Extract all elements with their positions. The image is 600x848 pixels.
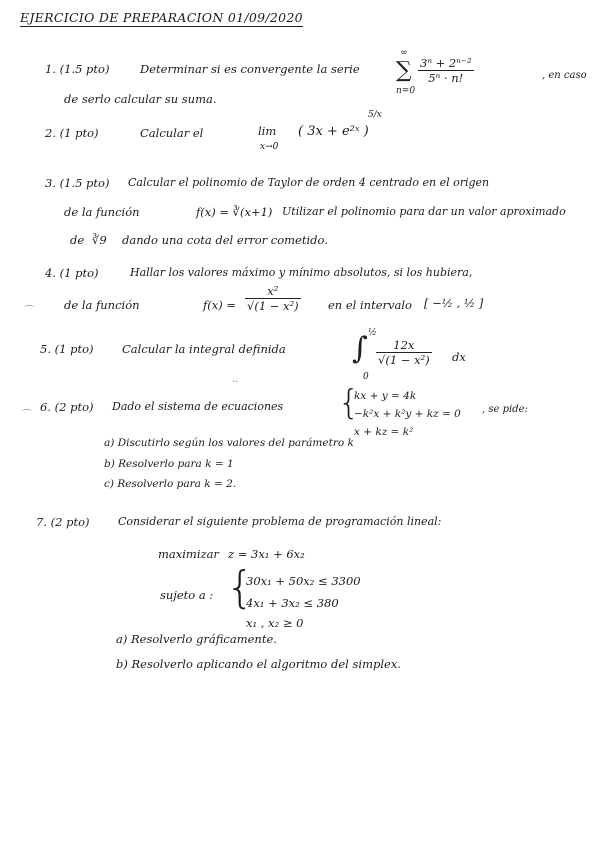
taylor-function: f(x) = ∛(x+1) (196, 205, 273, 219)
limit-symbol: lim (258, 124, 277, 138)
exercise-7-label: 7. (2 pto) (36, 515, 90, 529)
exercise-6-tail: , se pide: (482, 404, 528, 415)
constraint-1: 30x₁ + 50x₂ ≤ 3300 (246, 574, 361, 588)
exercise-5-text: Calcular la integral definida (122, 342, 286, 356)
exercise-7-part-a: a) Resolverlo gráficamente. (116, 632, 277, 646)
exercise-3-line3a: de (70, 233, 85, 247)
extrema-denominator: √(1 − x²) (247, 299, 299, 313)
integral-upper-limit: ½ (368, 328, 377, 338)
limit-subscript: x→0 (260, 142, 279, 152)
exercise-6-text: Dado el sistema de ecuaciones (112, 400, 284, 413)
integral-dx: dx (452, 350, 466, 364)
limit-expression: ( 3x + e²ˣ ) (298, 124, 369, 139)
exercise-4-line2a: de la función (64, 298, 140, 312)
exercise-6-part-c: c) Resolverlo para k = 2. (104, 478, 237, 490)
constraint-3: x₁ , x₂ ≥ 0 (246, 616, 304, 630)
constraint-2: 4x₁ + 3x₂ ≤ 380 (246, 596, 339, 610)
objective-function: z = 3x₁ + 6x₂ (228, 547, 305, 561)
exercise-2-label: 2. (1 pto) (45, 126, 99, 140)
system-eq3: x + kz = k² (354, 426, 414, 438)
system-eq2: −k²x + k²y + kz = 0 (354, 408, 461, 420)
exercise-5-label: 5. (1 pto) (40, 342, 94, 356)
exercise-4-label: 4. (1 pto) (45, 266, 99, 280)
exercise-6-part-a: a) Discutirlo según los valores del parámetro k (104, 437, 354, 449)
extrema-function-label: f(x) = (203, 298, 237, 312)
exercise-6-label: 6. (2 pto) (40, 400, 94, 414)
limit-exponent: 5/x (368, 110, 382, 120)
exercise-3-label: 3. (1.5 pto) (45, 176, 110, 190)
exercise-1-label: 1. (1.5 pto) (45, 62, 110, 76)
exercise-1-text: Determinar si es convergente la serie (140, 62, 360, 76)
integral-symbol: ∫ (352, 331, 368, 366)
series-term (418, 56, 474, 85)
approx-value: ∛9 (92, 233, 107, 247)
extrema-function (245, 284, 301, 313)
exercise-3-line1: Calcular el polinomio de Taylor de orden 4 centrado en el origen (128, 176, 490, 189)
system-eq1: kx + y = 4k (354, 390, 417, 402)
maximize-label: maximizar (158, 547, 219, 561)
integrand-numerator: 12x (376, 338, 432, 353)
series-denominator: 5ⁿ · n! (428, 71, 464, 85)
stray-mark: ‥ (232, 374, 239, 385)
margin-mark: ⌒ (22, 410, 32, 421)
exercise-4-line1: Hallar los valores máximo y mínimo absolutos, si los hubiera, (130, 266, 473, 279)
exercise-3-line2b: Utilizar el polinomio para dar un valor aproximado (282, 205, 566, 218)
page-title: EJERCICIO DE PREPARACION 01/09/2020 (20, 10, 303, 25)
exercise-2-text: Calcular el (140, 126, 204, 140)
sum-upper-limit: ∞ (400, 48, 408, 58)
exercise-1-tail: , en caso (542, 70, 587, 81)
system-brace: { (338, 383, 360, 423)
exercise-3-line3b: dando una cota del error cometido. (122, 233, 328, 247)
sigma-symbol: ∑ (396, 58, 412, 83)
extrema-numerator: x² (245, 284, 301, 299)
interval: [ −½ , ½ ] (424, 296, 484, 310)
integrand (376, 338, 432, 367)
exercise-1-line2: de serlo calcular su suma. (64, 92, 217, 106)
exercise-7-part-b: b) Resolverlo aplicando el algoritmo del simplex. (116, 657, 401, 671)
constraints-brace: { (226, 562, 254, 613)
integral-lower-limit: 0 (363, 372, 369, 382)
exercise-3-line2a: de la función (64, 205, 140, 219)
exercise-7-text: Considerar el siguiente problema de programación lineal: (118, 515, 442, 528)
sum-lower-limit: n=0 (396, 86, 416, 96)
exercise-6-part-b: b) Resolverlo para k = 1 (104, 458, 234, 470)
integrand-denominator: √(1 − x²) (378, 353, 430, 367)
margin-mark: ⌒ (24, 306, 34, 317)
exercise-4-line2b: en el intervalo (328, 298, 412, 312)
series-numerator: 3ⁿ + 2ⁿ⁻² (420, 56, 472, 70)
subject-to-label: sujeto a : (160, 588, 214, 602)
